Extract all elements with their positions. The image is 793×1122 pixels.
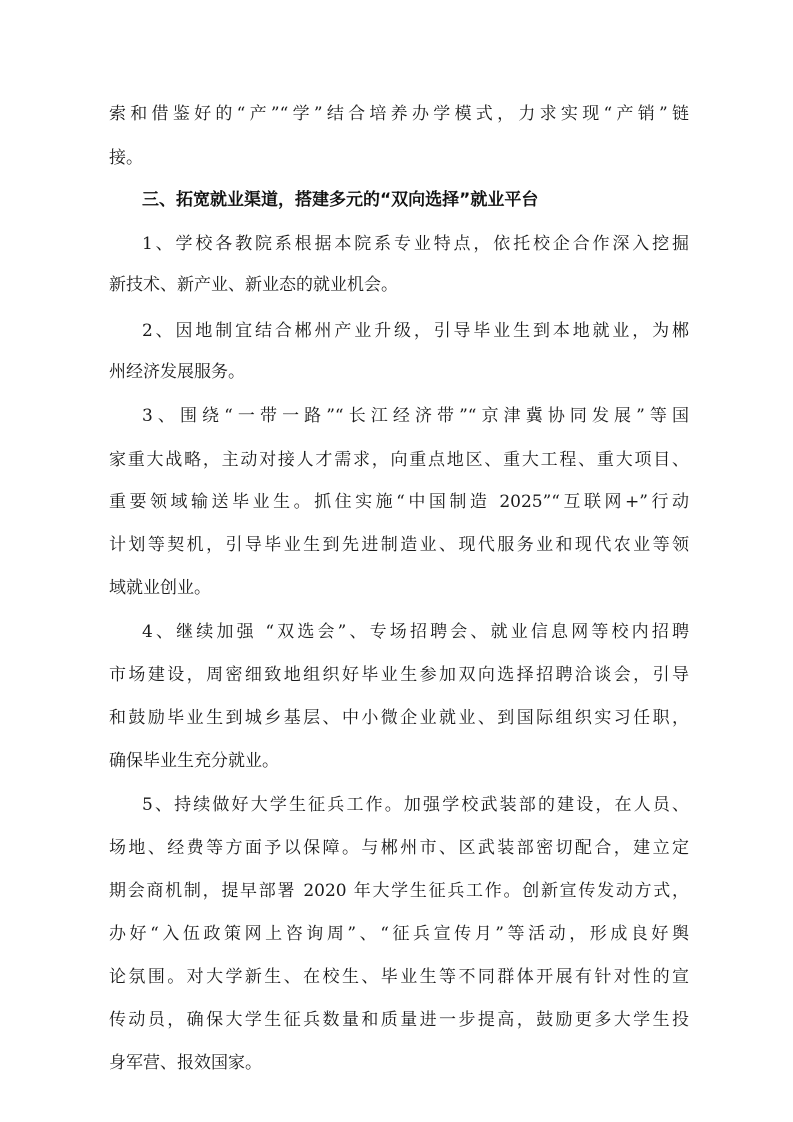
text-line: 市场建设，周密细致地组织好毕业生参加双向选择招聘洽谈会，引导 <box>109 665 689 685</box>
text-line: 2、因地制宜结合郴州产业升级，引导毕业生到本地就业，为郴 <box>142 321 689 341</box>
text-line: 州经济发展服务。 <box>109 362 245 382</box>
text-line: 4、继续加强 “双选会”、专场招聘会、就业信息网等校内招聘 <box>142 622 689 642</box>
text-line: 期会商机制，提早部署 2020 年大学生征兵工作。创新宣传发动方式， <box>109 881 689 901</box>
text-line: 论氛围。对大学新生、在校生、毕业生等不同群体开展有针对性的宣 <box>109 967 689 987</box>
text-line: 身军营、报效国家。 <box>109 1053 262 1073</box>
text-line: 重要领域输送毕业生。抓住实施“中国制造 2025”“互联网+”行动 <box>109 492 689 512</box>
text-line: 传动员，确保大学生征兵数量和质量进一步提高，鼓励更多大学生投 <box>109 1010 689 1030</box>
text-line: 场地、经费等方面予以保障。与郴州市、区武装部密切配合，建立定 <box>109 838 689 858</box>
text-line: 域就业创业。 <box>109 578 211 598</box>
text-line: 新技术、新产业、新业态的就业机会。 <box>109 275 398 295</box>
text-line: 确保毕业生充分就业。 <box>109 751 279 771</box>
text-line: 1、学校各教院系根据本院系专业特点，依托校企合作深入挖掘 <box>142 234 689 254</box>
text-line: 接。 <box>109 148 143 168</box>
text-line: 和鼓励毕业生到城乡基层、中小微企业就业、到国际组织实习任职， <box>109 708 689 728</box>
text-line: 5、持续做好大学生征兵工作。加强学校武装部的建设，在人员、 <box>142 795 689 815</box>
section-heading: 三、拓宽就业渠道，搭建多元的“双向选择”就业平台 <box>142 190 539 210</box>
text-line: 索和借鉴好的“产”“学”结合培养办学模式，力求实现“产销”链 <box>109 104 689 124</box>
text-line: 家重大战略，主动对接人才需求，向重点地区、重大工程、重大项目、 <box>109 450 689 470</box>
text-line: 3、围绕“一带一路”“长江经济带”“京津冀协同发展”等国 <box>142 406 689 426</box>
text-line: 办好“入伍政策网上咨询周”、“征兵宣传月”等活动，形成良好舆 <box>109 924 689 944</box>
text-line: 计划等契机，引导毕业生到先进制造业、现代服务业和现代农业等领 <box>109 535 689 555</box>
